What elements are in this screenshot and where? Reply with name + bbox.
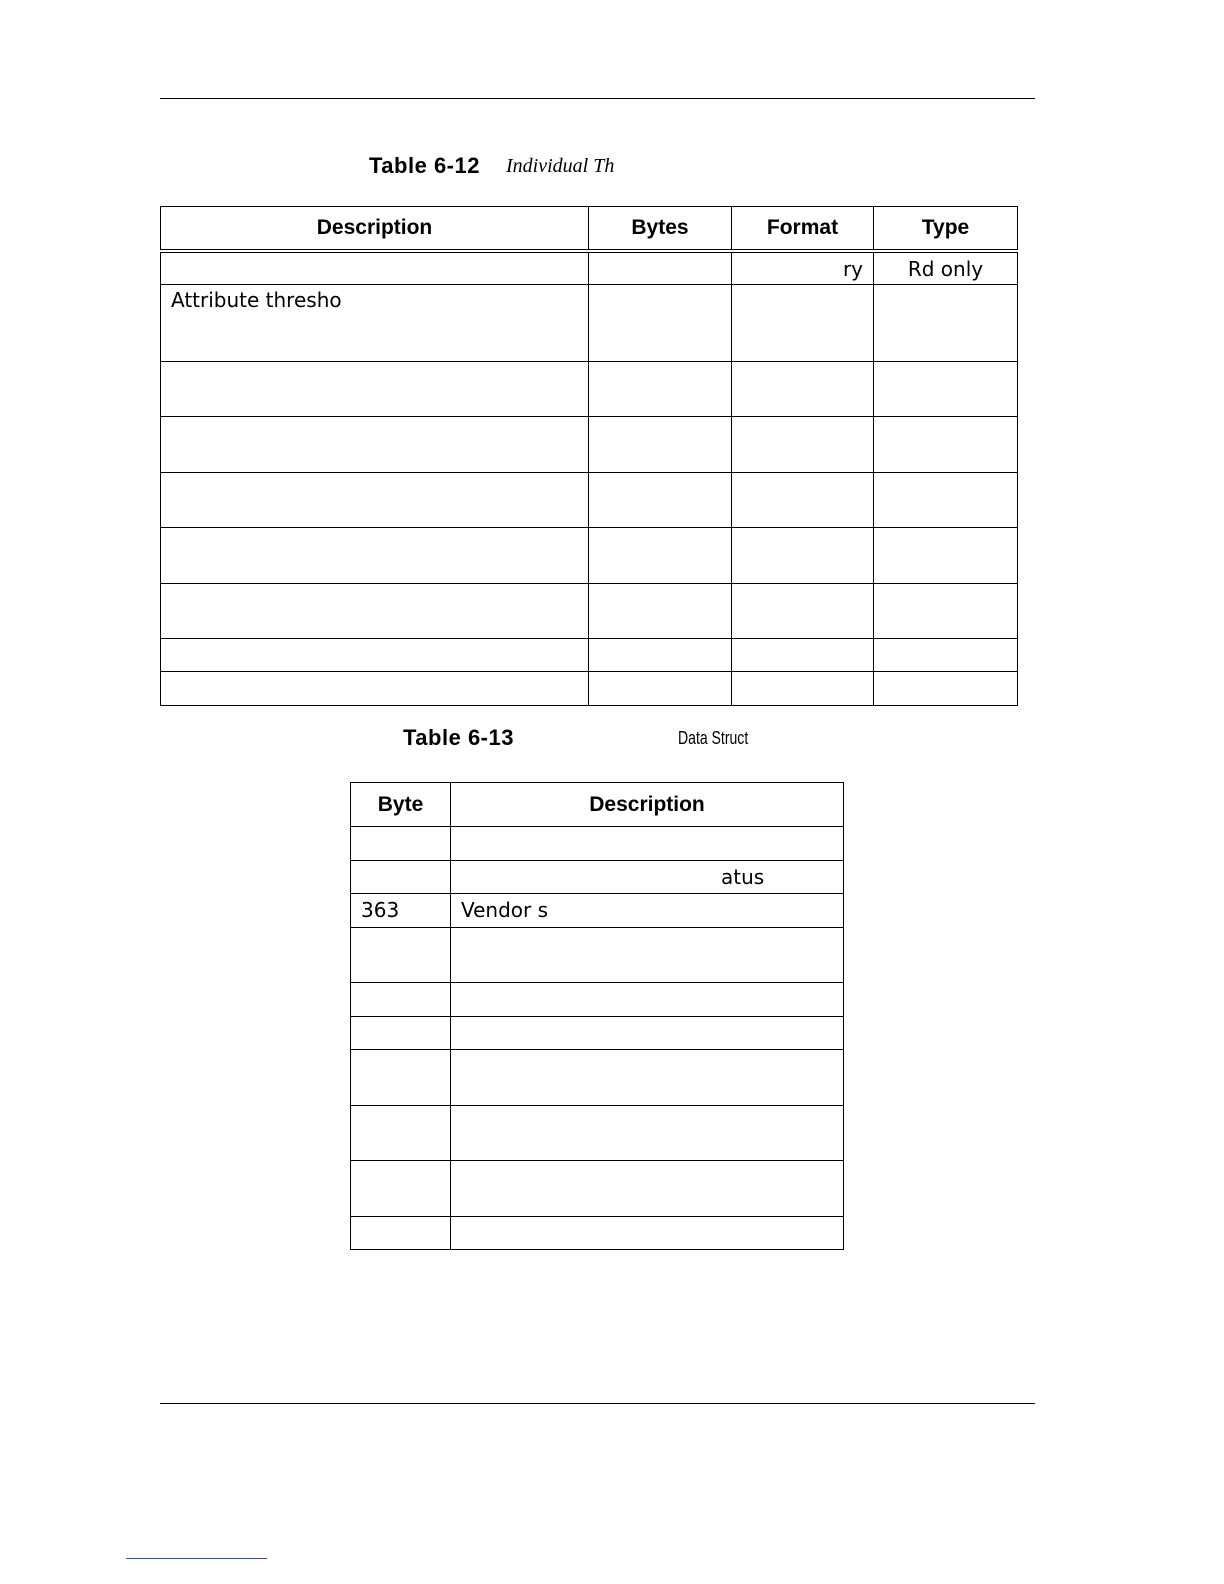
table-row bbox=[351, 1106, 844, 1161]
table-row bbox=[161, 362, 1018, 417]
description-cell: atus bbox=[451, 861, 844, 894]
type-cell: Rd only bbox=[874, 251, 1018, 285]
table-row bbox=[351, 861, 844, 894]
link-underline[interactable] bbox=[126, 1558, 267, 1559]
table-row bbox=[161, 417, 1018, 473]
table-row bbox=[351, 894, 844, 928]
byte-cell: 363 bbox=[351, 894, 451, 928]
table-row bbox=[351, 1050, 844, 1106]
table-row bbox=[161, 672, 1018, 706]
col-header-bytes: Bytes bbox=[589, 207, 732, 251]
table-row bbox=[351, 1161, 844, 1217]
table-row bbox=[161, 251, 1018, 285]
footer-rule bbox=[160, 1403, 1035, 1404]
table-6-12-caption-number: Table 6-12 bbox=[369, 153, 480, 178]
col-header-description: Description bbox=[451, 783, 844, 827]
col-header-description: Description bbox=[161, 207, 589, 251]
table-row bbox=[351, 928, 844, 983]
table-6-13-caption-number: Table 6-13 bbox=[403, 725, 514, 750]
table-row bbox=[161, 285, 1018, 362]
table-header-row bbox=[351, 783, 844, 827]
table-row bbox=[351, 827, 844, 861]
table-row bbox=[351, 983, 844, 1017]
table-6-13 bbox=[350, 782, 844, 1250]
table-row bbox=[351, 1017, 844, 1050]
table-6-12-caption-title: Individual Th bbox=[506, 155, 615, 177]
table-row bbox=[161, 473, 1018, 528]
description-cell: Vendor s bbox=[451, 894, 844, 928]
table-row bbox=[161, 584, 1018, 639]
col-header-format: Format bbox=[732, 207, 874, 251]
table-row bbox=[351, 1217, 844, 1250]
col-header-byte: Byte bbox=[351, 783, 451, 827]
table-row bbox=[161, 639, 1018, 672]
header-rule bbox=[160, 98, 1035, 99]
table-6-12 bbox=[160, 206, 1018, 706]
format-cell: ry bbox=[732, 251, 874, 285]
table-6-13-caption-title: Data Struct bbox=[678, 728, 749, 748]
col-header-type: Type bbox=[874, 207, 1018, 251]
table-row bbox=[161, 528, 1018, 584]
description-cell: Attribute thresho bbox=[161, 285, 589, 362]
table-header-row bbox=[161, 207, 1018, 251]
